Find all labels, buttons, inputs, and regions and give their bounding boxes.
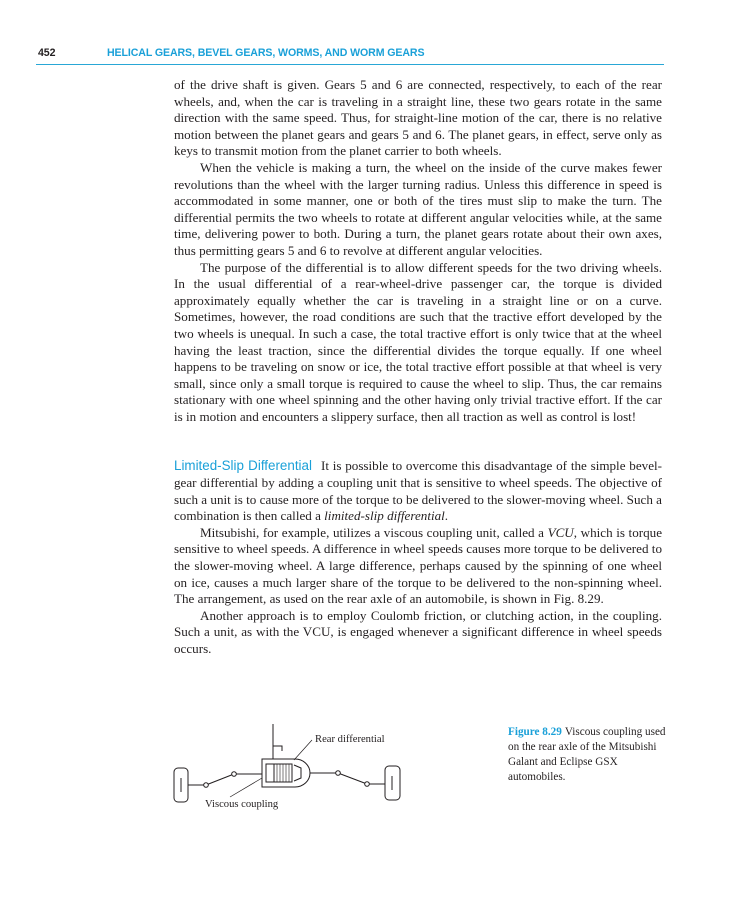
- text-run: Mitsubishi, for example, utilizes a viscous coupling unit, called a: [200, 524, 548, 540]
- viscous-coupling-diagram: [170, 722, 410, 822]
- label-viscous-coupling: Viscous coupling: [205, 799, 279, 810]
- section-heading: Limited-Slip Differential: [174, 458, 312, 474]
- paragraph-turning: When the vehicle is making a turn, the wheel on the inside of the curve makes fewer revolutions than the wheel with the larger turning radius. Unless this difference in speed is accommodated in some manner, one or both of the tires must slip to make the turn. The differential permits the two wheels to rotate at different angular velocities while, at the same time, delivering power to both. During a turn, the planet gears rotate about their own axes, thus permitting gears 5 and 6 to revolve at different angular velocities.: [174, 159, 662, 258]
- left-halfshaft-b: [206, 774, 234, 785]
- term-vcu: VCU: [547, 524, 574, 540]
- section-gap: [174, 425, 662, 458]
- paragraph-limited-slip: [174, 458, 662, 524]
- left-cv-joint: [204, 783, 209, 788]
- term-limited-slip: limited-slip differential: [324, 508, 445, 524]
- paragraph-mitsubishi: [174, 525, 662, 608]
- label-rear-differential: Rear differential: [315, 734, 385, 745]
- right-inner-joint: [336, 771, 341, 776]
- running-head: [36, 44, 664, 65]
- figure-caption: [508, 725, 668, 785]
- text-run: It is possible to overcome this disadvantage of the simple bevel-gear differential by adding a coupling unit that is sensitive to wheel speeds. The objective of such a unit is to cause more of the torque to be delivered to the slower-moving wheel. Such a combination is then called a: [174, 458, 663, 524]
- leader-viscous-coupling: [230, 778, 262, 797]
- page-number: 452: [38, 47, 56, 59]
- body-text: [174, 77, 662, 658]
- paragraph-coulomb: Another approach is to employ Coulomb friction, or clutching action, in the coupling. Such a unit, as with the VCU, is engaged whenever a significant difference in wheel speeds occurs.: [174, 607, 662, 656]
- caption-text: Viscous coupling used on the rear axle of the Mitsubishi Galant and Eclipse GSX automobiles.: [508, 726, 666, 783]
- figure-8-29: [170, 722, 410, 822]
- text-run: .: [444, 508, 449, 524]
- leader-rear-differential: [294, 740, 312, 760]
- coupling-body: [266, 764, 292, 782]
- pinion-gear: [294, 765, 301, 781]
- shaft-stub: [273, 746, 282, 751]
- right-cv-joint: [365, 782, 370, 787]
- paragraph-continuation: of the drive shaft is given. Gears 5 and 6 are connected, respectively, to each of the rear wheels, and, when the car is traveling in a straight line, these two gears rotate in the same direction with the same speed. Thus, for straight-line motion of the car, there is no relative motion between the planet gears and gears 5 and 6. The planet gears, in effect, serve only as keys to transmit motion from the planet carrier to both wheels.: [174, 77, 662, 159]
- chapter-title: HELICAL GEARS, BEVEL GEARS, WORMS, AND WORM GEARS: [107, 47, 425, 59]
- left-inner-joint: [232, 772, 237, 777]
- right-halfshaft-b: [338, 773, 367, 784]
- figure-number: Figure 8.29: [508, 726, 562, 738]
- paragraph-purpose: The purpose of the differential is to allow different speeds for the two driving wheels. In the usual differential of a rear-wheel-drive passenger car, the torque is divided approximately equally whether the car is traveling in a straight line or on a curve. Sometimes, however, the road conditions are such that the tractive effort developed by the two wheels is unequal. In such a case, the total tractive effort is only twice that at the wheel having the least traction, since the differential divides the torque equally. If one wheel happens to be traveling on snow or ice, the total tractive effort possible at that wheel is very small, since only a small torque is required to cause the wheel to slip. Thus, the car remains stationary with one wheel spinning and the other having only trivial tractive effort. If the car is in motion and encounters a slippery surface, then all traction as well as control is lost!: [174, 259, 662, 424]
- text-run: , which is torque sensitive to wheel speeds. A difference in wheel speeds causes more torque to be delivered to the slower-moving wheel. A large difference, perhaps caused by the spinning of one wheel on ice, causes a much larger share of the torque to be delivered to the non-spinning wheel. The arrangement, as used on the rear axle of an automobile, is shown in Fig. 8.29.: [174, 524, 663, 607]
